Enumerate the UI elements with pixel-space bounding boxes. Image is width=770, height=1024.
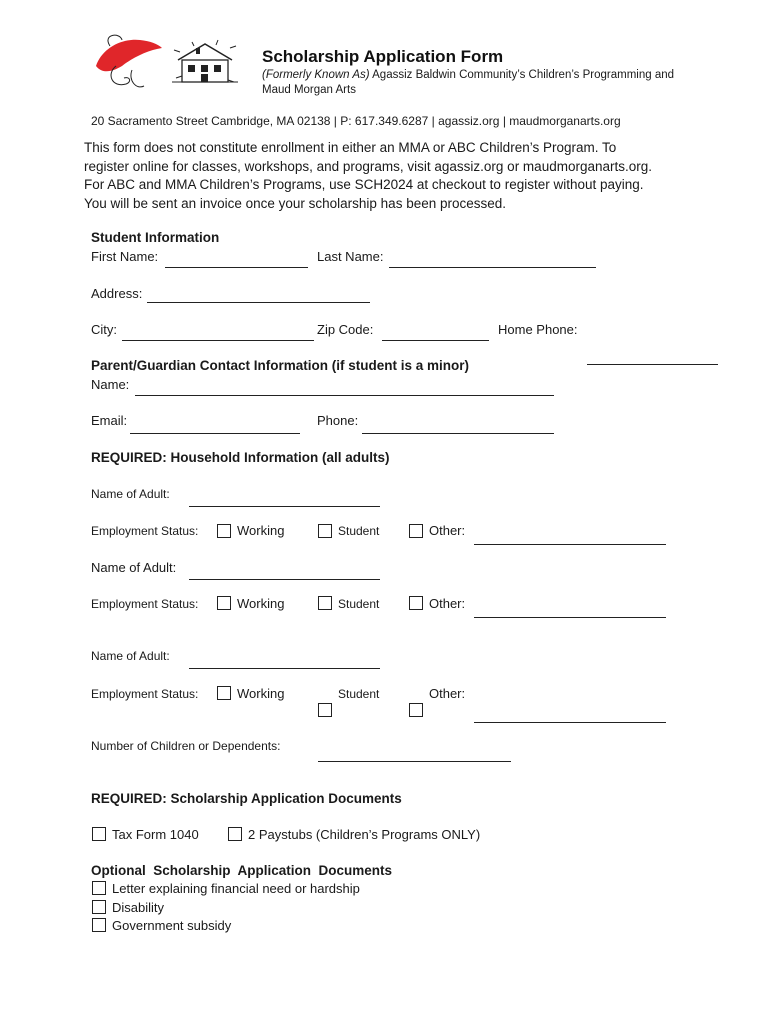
student-info-heading: Student Information [91,230,220,245]
optional-docs-heading: Optional Scholarship Application Documents [91,863,393,878]
last-name-field[interactable] [389,267,596,268]
form-subtitle-line2: Maud Morgan Arts [262,84,356,96]
adult-2-other-label: Other: [429,596,466,611]
guardian-phone-label: Phone: [317,413,359,428]
adult-1-name-field[interactable] [189,506,380,507]
city-field[interactable] [122,340,314,341]
guardian-info-heading: Parent/Guardian Contact Information (if student is a minor) [91,358,470,373]
adult-3-student-label: Student [338,687,380,701]
intro-line-4: You will be sent an invoice once your scholarship has been processed. [84,195,507,211]
adult-2-student-label: Student [338,597,380,611]
guardian-name-label: Name: [91,377,130,392]
city-label: City: [91,322,117,337]
adult-2-student-checkbox[interactable] [318,596,332,610]
zip-code-label: Zip Code: [317,322,374,337]
paystubs-label: 2 Paystubs (Children’s Programs ONLY) [248,827,481,842]
intro-line-2: register online for classes, workshops, and programs, visit agassiz.org or maudmorganarts.org. [84,158,652,174]
formerly-known-as: (Formerly Known As) [262,69,370,81]
first-name-field[interactable] [165,267,308,268]
adult-1-student-checkbox[interactable] [318,524,332,538]
guardian-email-field[interactable] [130,433,300,434]
government-subsidy-checkbox[interactable] [92,918,106,932]
disability-label: Disability [112,900,165,915]
adult-2-other-field[interactable] [474,617,666,618]
financial-need-label: Letter explaining financial need or hardship [112,881,360,896]
dependents-field[interactable] [318,761,511,762]
adult-3-name-field[interactable] [189,668,380,669]
first-name-label: First Name: [91,249,159,264]
intro-line-1: This form does not constitute enrollment in either an MMA or ABC Children’s Program. To [84,140,617,155]
adult-1-working-checkbox[interactable] [217,524,231,538]
abc-logo [92,30,164,96]
required-docs-heading: REQUIRED: Scholarship Application Documents [91,791,402,806]
government-subsidy-label: Government subsidy [112,918,232,933]
adult-3-other-label: Other: [429,686,466,701]
tax-form-label: Tax Form 1040 [112,827,199,842]
adult-1-other-checkbox[interactable] [409,524,423,538]
contact-address-line: 20 Sacramento Street Cambridge, MA 02138 | P: 617.349.6287 | agassiz.org | maudmorganarts.org [91,114,621,128]
dependents-label: Number of Children or Dependents: [91,739,281,753]
adult-3-employment-label: Employment Status: [91,687,199,701]
adult-2-name-label: Name of Adult: [91,560,177,575]
zip-code-field[interactable] [382,340,489,341]
tax-form-checkbox[interactable] [92,827,106,841]
financial-need-checkbox[interactable] [92,881,106,895]
adult-2-working-label: Working [237,596,285,611]
adult-1-student-label: Student [338,524,380,538]
adult-1-other-label: Other: [429,523,466,538]
adult-3-other-field[interactable] [474,722,666,723]
guardian-name-field[interactable] [135,395,554,396]
adult-3-working-checkbox[interactable] [217,686,231,700]
adult-1-other-field[interactable] [474,544,666,545]
home-phone-label: Home Phone: [498,322,578,337]
form-subtitle [262,69,674,81]
mma-house-logo [172,38,238,86]
paystubs-checkbox[interactable] [228,827,242,841]
guardian-phone-field[interactable] [362,433,554,434]
adult-3-student-checkbox[interactable] [318,703,332,717]
adult-1-name-label: Name of Adult: [91,487,170,501]
form-title: Scholarship Application Form [262,47,504,66]
address-field[interactable] [147,302,370,303]
intro-line-3: For ABC and MMA Children’s Programs, use SCH2024 at checkout to register without paying. [84,177,644,192]
guardian-email-label: Email: [91,413,128,428]
home-phone-field[interactable] [587,364,718,365]
adult-2-name-field[interactable] [189,579,380,580]
adult-3-name-label: Name of Adult: [91,649,170,663]
household-heading: REQUIRED: Household Information (all adults) [91,450,390,465]
last-name-label: Last Name: [317,249,384,264]
adult-2-working-checkbox[interactable] [217,596,231,610]
disability-checkbox[interactable] [92,900,106,914]
adult-2-other-checkbox[interactable] [409,596,423,610]
adult-2-employment-label: Employment Status: [91,597,199,611]
adult-1-working-label: Working [237,523,285,538]
subtitle-text: Agassiz Baldwin Community’s Children’s Programming and [369,69,675,81]
adult-1-employment-label: Employment Status: [91,524,199,538]
address-label: Address: [91,286,143,301]
adult-3-working-label: Working [237,686,285,701]
adult-3-other-checkbox[interactable] [409,703,423,717]
